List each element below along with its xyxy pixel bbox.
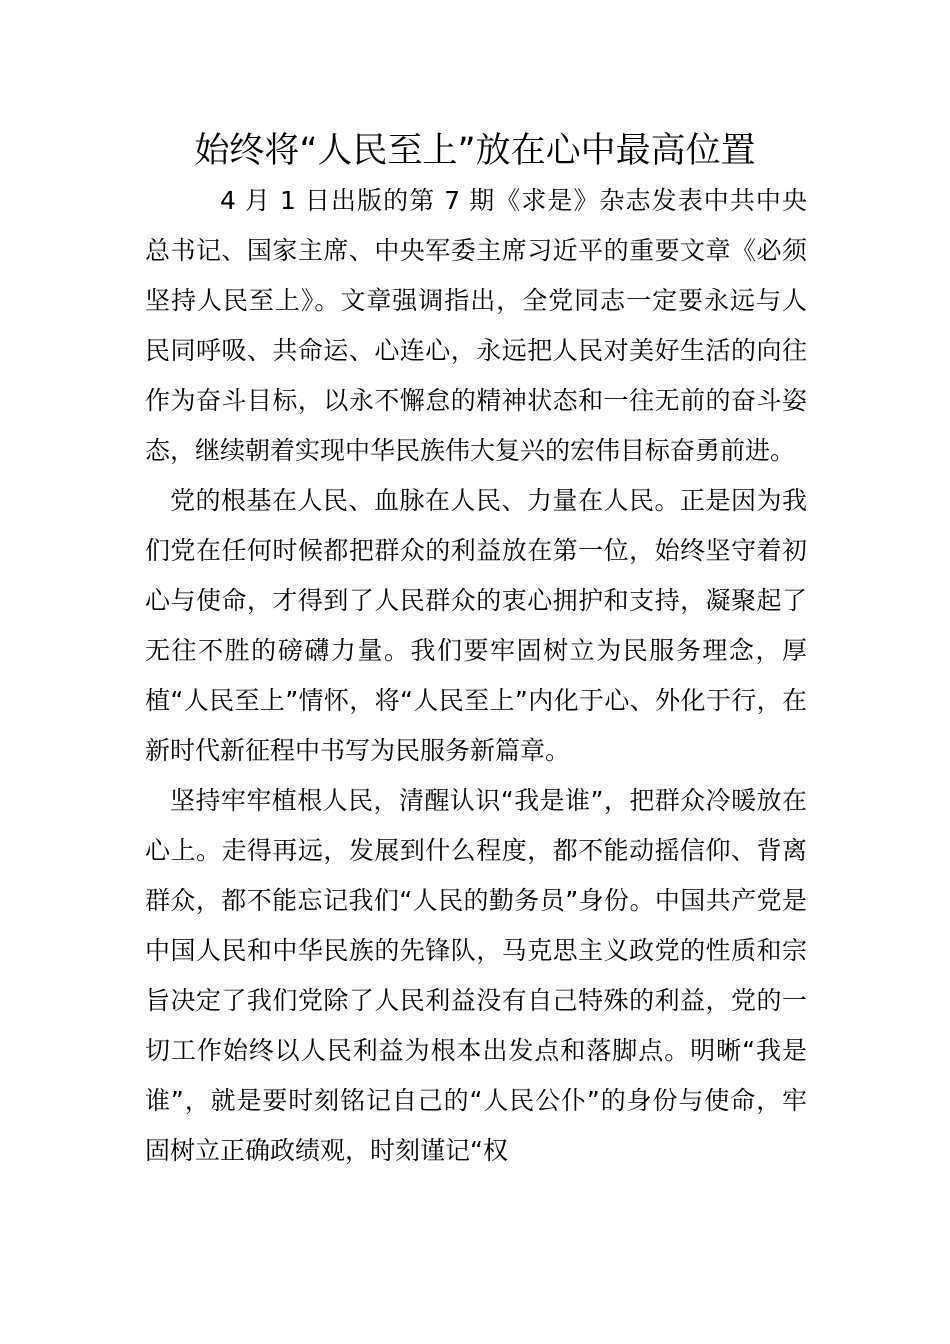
paragraph-2: 党的根基在人民、血脉在人民、力量在人民。正是因为我们党在任何时候都把群众的利益放在第一位，始终坚守着初心与使命，才得到了人民群众的衷心拥护和支持，凝聚起了无往不胜的磅礴力量。我们要牢固树立为民服务理念，厚植“人民至上”情怀，将“人民至上”内化于心、外化于行，在新时代新征程中书写为民服务新篇章。: [145, 486, 807, 765]
paragraph-1: 4 月 1 日出版的第 7 期《求是》杂志发表中共中央总书记、国家主席、中央军委主席习近平的重要文章《必须坚持人民至上》。文章强调指出，全党同志一定要永远与人民同呼吸、共命运、心连心，永远把人民对美好生活的向往作为奋斗目标，以永不懈怠的精神状态和一往无前的奋斗姿态，继续朝着实现中华民族伟大复兴的宏伟目标奋勇前进。: [145, 186, 807, 465]
paragraph-3: 坚持牢牢植根人民，清醒认识“我是谁”，把群众冷暖放在心上。走得再远，发展到什么程度，都不能动摇信仰、背离群众，都不能忘记我们“人民的勤务员”身份。中国共产党是中国人民和中华民族的先锋队，马克思主义政党的性质和宗旨决定了我们党除了人民利益没有自己特殊的利益，党的一切工作始终以人民利益为根本出发点和落脚点。明晰“我是谁”，就是要时刻铭记自己的“人民公仆”的身份与使命，牢固树立正确政绩观，时刻谨记“权: [145, 786, 807, 1165]
document-body: [145, 176, 807, 1176]
document-title: 始终将“人民至上”放在心中最高位置: [194, 131, 756, 171]
